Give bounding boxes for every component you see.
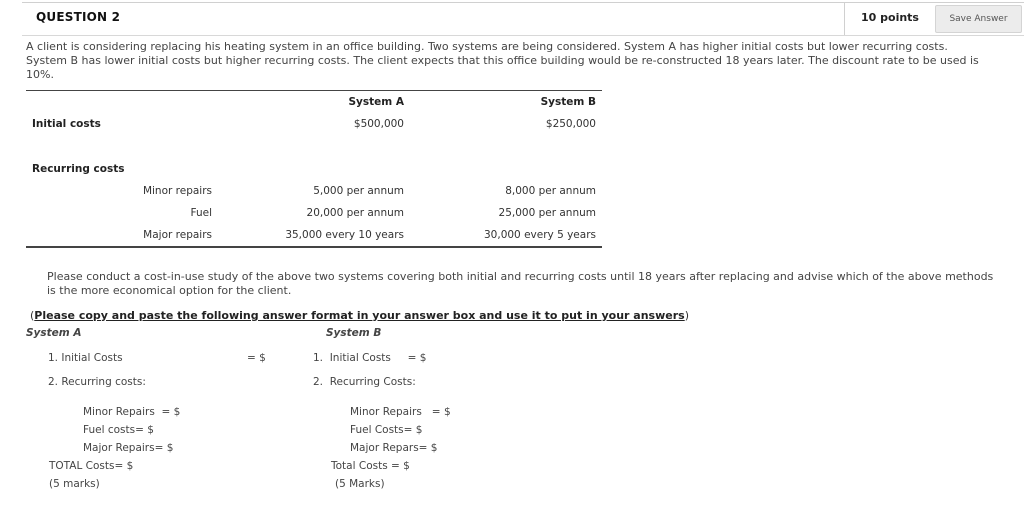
system-a-fuel-costs: Fuel costs= $ [83, 424, 154, 436]
question-title: QUESTION 2 [36, 10, 121, 24]
table-header-system-b: System B [540, 96, 596, 108]
system-b-major-repairs: Major Repars= $ [350, 442, 438, 454]
system-a-heading: System A [26, 327, 82, 339]
format-note-close: ) [684, 309, 689, 322]
recurring-costs-label: Recurring costs [32, 163, 125, 175]
table-cell-a: 35,000 every 10 years [285, 229, 404, 241]
table-cell-b: 30,000 every 5 years [484, 229, 596, 241]
table-cell-a: 5,000 per annum [313, 185, 404, 197]
system-a-marks: (5 marks) [49, 478, 100, 490]
system-a-recurring-costs: 2. Recurring costs: [48, 376, 146, 388]
instruction-text: Please conduct a cost-in-use study of the above two systems covering both initial and recurring costs until 18 years after replacing and advise which of the above methods is the more economical option for the client. [47, 270, 994, 297]
table-cell-a: 20,000 per annum [306, 207, 404, 219]
table-cell-b: 25,000 per annum [498, 207, 596, 219]
initial-cost-a: $500,000 [353, 118, 404, 130]
initial-cost-b: $250,000 [545, 118, 596, 130]
save-answer-button[interactable]: Save Answer [935, 5, 1022, 33]
system-a-initial-costs: 1. Initial Costs [48, 352, 123, 364]
question-header [22, 2, 1024, 36]
table-row-label: Minor repairs [142, 185, 212, 197]
system-b-marks: (5 Marks) [335, 478, 385, 490]
table-row-label: Major repairs [143, 229, 212, 241]
table-top-border [26, 90, 602, 91]
table-header-system-a: System A [348, 96, 404, 108]
system-b-fuel-costs: Fuel Costs= $ [350, 424, 423, 436]
system-b-heading: System B [326, 327, 382, 339]
table-row-label: Fuel [190, 207, 212, 219]
format-note [30, 309, 689, 322]
system-a-initial-eq: = $ [247, 352, 266, 364]
format-note-text: Please copy and paste the following answer format in your answer box and use it to put in your answers [34, 309, 685, 322]
table-bottom-border [26, 246, 602, 248]
question-points: 10 points [844, 3, 935, 35]
system-a-major-repairs: Major Repairs= $ [83, 442, 174, 454]
table-cell-b: 8,000 per annum [505, 185, 596, 197]
system-b-recurring-costs: 2. Recurring Costs: [313, 376, 416, 388]
system-b-minor-repairs: Minor Repairs = $ [350, 406, 451, 418]
initial-costs-label: Initial costs [32, 118, 101, 130]
system-a-minor-repairs: Minor Repairs = $ [83, 406, 181, 418]
system-a-total-costs: TOTAL Costs= $ [49, 460, 134, 472]
system-b-total-costs: Total Costs = $ [331, 460, 410, 472]
format-note-open: ( [30, 309, 35, 322]
question-prompt: A client is considering replacing his heating system in an office building. Two systems are being considered. System A has higher initial costs but lower recurring costs. System B has lower initial costs but higher recurring costs. The client expects that this office building would be re-constructed 18 years later. The discount rate to be used is 10%. [26, 40, 979, 81]
system-b-initial-costs: 1. Initial Costs = $ [313, 352, 427, 364]
